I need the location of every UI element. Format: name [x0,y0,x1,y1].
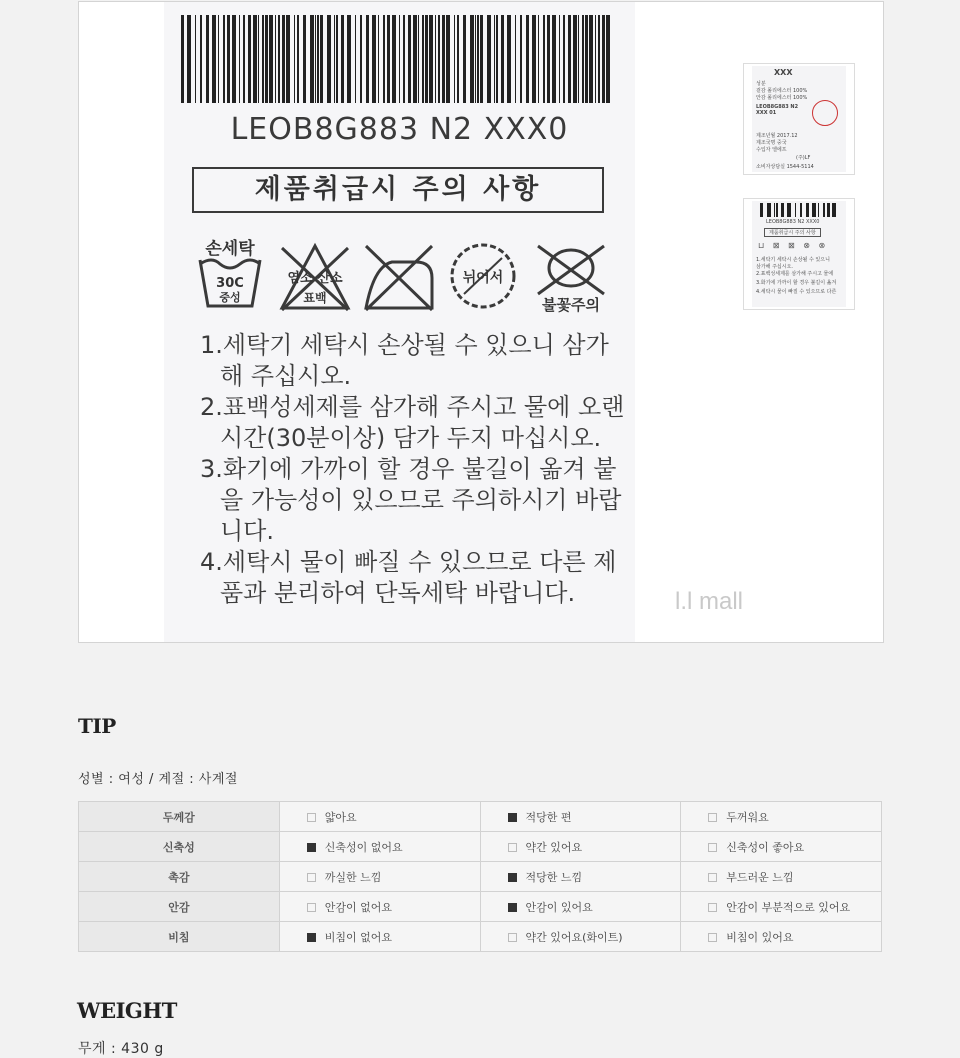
weight-text: 무게 : 430 g [78,1041,164,1057]
attribute-option [279,802,480,832]
barcode-bar [320,15,323,103]
barcode-bar [223,15,225,103]
gender-season-text: 성별 : 여성 / 계절 : 사계절 [78,772,238,787]
thumb-care-symbols: ⊔ ⊠ ⊠ ⊗ ⊗ [758,241,829,250]
option-label: 안감이 없어요 [324,900,393,914]
product-image-panel [78,1,884,643]
no-bleach-icon [278,238,352,318]
barcode-bar [463,15,466,103]
weight-heading: WEIGHT [77,998,177,1023]
attribute-option [279,862,480,892]
barcode-bar [195,15,196,103]
thumb-line: 제조국명 중국 [756,140,787,146]
attribute-option [279,832,480,862]
option-label: 적당한 편 [525,810,572,824]
checked-box-icon [307,843,316,852]
attribute-row [79,862,882,892]
thumb-line: 제조년월 2017.12 [756,133,798,139]
barcode-bar [187,15,191,103]
care-title: 제품취급시 주의 사항 [192,167,604,213]
barcode-bar [212,15,216,103]
barcode-bar [403,15,405,103]
attribute-option [681,892,882,922]
barcode-bar [413,15,417,103]
barcode-bar [563,15,565,103]
barcode-bar [507,15,511,103]
attribute-row [79,922,882,952]
barcode-bar [520,15,522,103]
thumb-line: 소비자상담실 1544-5114 [756,164,814,170]
thumbnail-image [752,66,846,172]
option-label: 신축성이 없어요 [324,840,403,854]
bleach-type-text: 표백 [303,291,327,305]
thumb-line: (주)LF [796,155,811,161]
product-code-text: LEOB8G883 N2 XXX0 [230,112,569,147]
barcode-bar [387,15,390,103]
barcode-bar [573,15,577,103]
thumbnail-image [752,201,846,307]
seal-icon [812,100,838,126]
barcode-bar [568,15,571,103]
barcode-bar [501,15,504,103]
attribute-label: 비침 [79,922,280,952]
barcode-bar [422,15,424,103]
unchecked-box-icon [307,813,316,822]
care-item-1: 1.세탁기 세탁시 손상될 수 있으니 삼가해 주십시오. [200,331,609,390]
barcode-bar [543,15,545,103]
thumbnail-composition-label[interactable] [743,63,855,175]
barcode-bar [315,15,316,103]
barcode-bar [258,15,259,103]
barcode-bar [812,203,816,217]
thumb-code: LEOB8G883 N2 XXX 01 [756,104,799,116]
option-label: 비침이 없어요 [324,930,393,944]
barcode-bar [475,15,476,103]
barcode-bar [442,15,445,103]
barcode-bar [383,15,385,103]
attribute-option [480,922,681,952]
barcode-bar [532,15,536,103]
option-label: 안감이 부분적으로 있어요 [726,900,851,914]
unchecked-box-icon [307,903,316,912]
barcode-bar [477,15,479,103]
barcode-bar [589,15,593,103]
barcode-bar [787,203,791,217]
care-item-2: 2.표백성세제를 삼가해 주시고 물에 오랜 시간(30분이상) 담가 두지 마십시오. [200,393,625,452]
barcode-bar [372,15,376,103]
barcode-bar [806,203,809,217]
barcode-bar [515,15,516,103]
attribute-label: 촉감 [79,862,280,892]
care-item-4: 4.세탁시 물이 빠질 수 있으므로 다른 제품과 분리하여 단독세탁 바랍니다. [200,548,617,607]
barcode-bar [496,15,498,103]
thumb-line: 겉감 폴리에스터 100% [756,88,808,94]
attribute-option [681,802,882,832]
barcode-image [181,15,613,103]
barcode-bar [360,15,362,103]
thumb-line: 3.화기에 가까이 할 경우 불길이 옮겨 [756,280,837,286]
attribute-row [79,802,882,832]
barcode-bar [227,15,230,103]
barcode-bar [341,15,344,103]
attribute-option [279,922,480,952]
barcode-bar [526,15,529,103]
thumb-header: XXX [774,68,793,77]
barcode-bar [366,15,369,103]
barcode-bar [303,15,306,103]
barcode-bar [218,15,219,103]
thumb-line: 안감 폴리에스터 100% [756,95,808,101]
barcode-bar [392,15,396,103]
checked-box-icon [508,813,517,822]
option-label: 까실한 느낌 [324,870,382,884]
option-label: 적당한 느낌 [525,870,583,884]
care-item-3: 3.화기에 가까이 할 경우 불길이 옮겨 붙을 가능성이 있으므로 주의하시기 바랍니다. [200,455,622,545]
barcode-bar [429,15,433,103]
thumb-title: 제품취급시 주의 사항 [764,228,821,237]
barcode-bar [269,15,273,103]
unchecked-box-icon [307,873,316,882]
attribute-row [79,892,882,922]
thumb-line: 2.표백성세제를 삼가해 주시고 물에 [756,271,834,277]
attribute-row [79,832,882,862]
option-label: 얇아요 [324,810,357,824]
wring-text: 뉘어서 [462,270,504,286]
attribute-option [681,922,882,952]
barcode-bar [239,15,240,103]
thumb-line: 삼가해 주십시오. [756,264,793,270]
barcode-bar [200,15,202,103]
thumb-line: 1.세탁기 세탁시 손상될 수 있으니 [756,257,830,263]
barcode-bar [480,15,483,103]
attribute-label: 두께감 [79,802,280,832]
barcode-bar [355,15,356,103]
checked-box-icon [508,903,517,912]
wring-icon [446,238,520,318]
hand-wash-detergent: 중성 [219,291,241,304]
bleach-chlorine-text: 염소 [287,271,313,286]
barcode-bar [470,15,474,103]
barcode-bar [248,15,251,103]
barcode-bar [347,15,351,103]
barcode-bar [552,15,556,103]
barcode-bar [206,15,209,103]
hand-wash-temp: 30C [216,276,244,291]
option-label: 부드러운 느낌 [726,870,794,884]
barcode-bar [457,15,459,103]
attribute-option [681,832,882,862]
care-instructions [200,330,630,609]
checked-box-icon [508,873,517,882]
attribute-option [480,892,681,922]
barcode-bar [494,15,495,103]
barcode-bar [760,203,763,217]
barcode-bar [425,15,428,103]
barcode-bar [800,203,802,217]
unchecked-box-icon [708,933,717,942]
barcode-bar [334,15,335,103]
option-label: 약간 있어요(화이트) [525,930,623,944]
unchecked-box-icon [708,843,717,852]
barcode-bar [774,203,775,217]
barcode-bar [408,15,411,103]
unchecked-box-icon [708,873,717,882]
option-label: 약간 있어요 [525,840,583,854]
barcode-bar [487,15,491,103]
barcode-bar [606,15,610,103]
barcode-bar [336,15,338,103]
barcode-bar [275,15,276,103]
barcode-bar [294,15,295,103]
barcode-bar [547,15,550,103]
barcode-bar [327,15,331,103]
barcode-bar [438,15,440,103]
attribute-option [279,892,480,922]
barcode-bar [181,15,184,103]
no-iron-icon [362,238,436,318]
attribute-label: 안감 [79,892,280,922]
attribute-option [681,862,882,892]
attribute-option [480,832,681,862]
thumbnail-care-label[interactable] [743,198,855,310]
mall-watermark: l.l mall [675,588,744,615]
dry-clean-caution-icon [534,238,608,318]
attribute-option [480,802,681,832]
tip-heading: TIP [78,714,116,738]
barcode-bar [818,203,819,217]
barcode-bar [282,15,285,103]
barcode-bar [595,15,596,103]
barcode-bar [278,15,280,103]
barcode-bar [585,15,588,103]
thumb-barcode-image [760,203,836,217]
barcode-bar [435,15,436,103]
option-label: 두꺼워요 [726,810,769,824]
barcode-bar [582,15,584,103]
thumb-line: 4.세탁시 물이 빠질 수 있으므로 다른 [756,289,837,295]
barcode-bar [598,15,600,103]
barcode-bar [776,203,778,217]
barcode-bar [832,203,836,217]
barcode-bar [253,15,257,103]
unchecked-box-icon [708,813,717,822]
option-label: 비침이 있어요 [726,930,794,944]
barcode-bar [602,15,605,103]
barcode-bar [286,15,290,103]
barcode-bar [781,203,784,217]
barcode-bar [578,15,579,103]
checked-box-icon [307,933,316,942]
hand-wash-icon [194,238,266,318]
care-label-photo [164,2,635,642]
unchecked-box-icon [708,903,717,912]
barcode-bar [559,15,560,103]
barcode-bar [446,15,450,103]
attribute-label: 신축성 [79,832,280,862]
barcode-bar [243,15,245,103]
barcode-bar [827,203,830,217]
barcode-bar [399,15,400,103]
thumb-line: 수입자 엘에프 [756,147,787,153]
barcode-bar [297,15,299,103]
barcode-bar [418,15,419,103]
attribute-option [480,862,681,892]
barcode-bar [795,203,796,217]
barcode-bar [538,15,539,103]
hand-wash-label: 손세탁 [205,239,255,259]
barcode-bar [767,203,771,217]
barcode-bar [262,15,264,103]
dry-clean-text: 불꽃주의 [542,296,600,314]
thumb-code: LEOB8G883 N2 XXX0 [766,219,820,225]
barcode-bar [823,203,825,217]
thumb-line: 성분 [756,81,766,87]
barcode-bar [378,15,379,103]
barcode-bar [232,15,236,103]
barcode-bar [265,15,268,103]
attribute-table [78,801,882,952]
barcode-bar [310,15,314,103]
option-label: 신축성이 좋아요 [726,840,805,854]
unchecked-box-icon [508,843,517,852]
barcode-bar [454,15,455,103]
option-label: 안감이 있어요 [525,900,593,914]
barcode-bar [317,15,319,103]
care-symbols [194,238,614,318]
bleach-oxygen-text: 산소 [317,271,343,286]
unchecked-box-icon [508,933,517,942]
